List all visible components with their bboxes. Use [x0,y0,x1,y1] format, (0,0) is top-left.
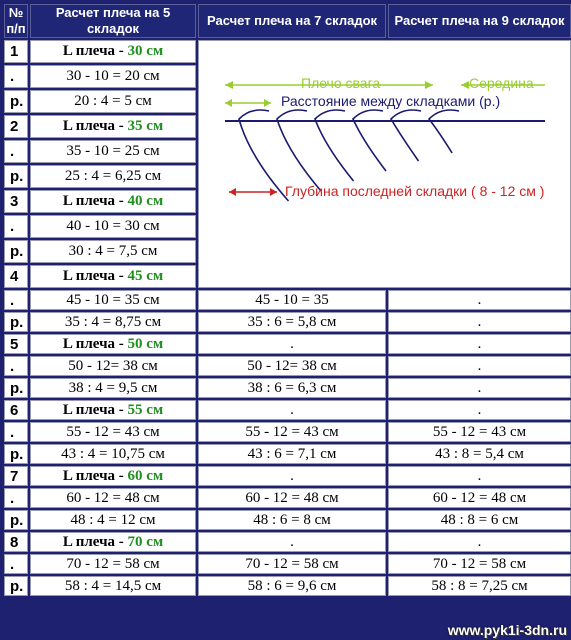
row-number: р. [4,312,28,332]
table-row [4,312,571,332]
cell-5-folds: 40 - 10 = 30 см [30,215,196,238]
pleat-curve [391,110,421,161]
cell-7-folds: 55 - 12 = 43 см [198,422,386,442]
shoulder-length-value: 50 см [127,335,164,352]
cell-5-folds [30,40,196,63]
row-number: 3 [4,190,28,213]
depth-arrow-left [229,188,236,196]
distance-arrow-right [264,99,271,107]
cell-5-folds [30,265,196,288]
shoulder-length-label: L плеча - [62,193,128,209]
row-number: 7 [4,466,28,486]
cell-5-folds: 48 : 4 = 12 см [30,510,196,530]
shoulder-arrow-left [225,81,233,89]
cell-9-folds: . [388,356,571,376]
row-number: 5 [4,334,28,354]
header-col7: Расчет плеча на 7 складок [198,4,386,38]
shoulder-length-value: 45 см [127,268,164,284]
cell-9-folds: . [388,532,571,552]
depth-arrow-right [270,188,277,196]
cell-5-folds [30,190,196,213]
table-row [4,356,571,376]
cell-5-folds: 20 : 4 = 5 см [30,90,196,113]
shoulder-length-label: L плеча - [62,467,128,484]
cell-5-folds [30,334,196,354]
cell-9-folds: . [388,290,571,310]
cell-9-folds: 55 - 12 = 43 см [388,422,571,442]
cell-5-folds: 35 : 4 = 8,75 см [30,312,196,332]
pleat-curve [429,110,459,153]
cell-5-folds [30,466,196,486]
cell-9-folds: . [388,400,571,420]
cell-9-folds: 58 : 8 = 7,25 см [388,576,571,596]
cell-7-folds: 48 : 6 = 8 см [198,510,386,530]
table-row [4,334,571,354]
row-number: 8 [4,532,28,552]
cell-7-folds: 58 : 6 = 9,6 см [198,576,386,596]
table-row [4,532,571,552]
header-row [4,4,571,38]
row-number: . [4,422,28,442]
cell-7-folds: 50 - 12= 38 см [198,356,386,376]
cell-7-folds: . [198,334,386,354]
shoulder-length-label: L плеча - [62,401,128,418]
header-col9: Расчет плеча на 9 складок [388,4,571,38]
cell-5-folds: 70 - 12 = 58 см [30,554,196,574]
cell-9-folds: 43 : 8 = 5,4 см [388,444,571,464]
row-number: 2 [4,115,28,138]
cell-7-folds: 45 - 10 = 35 [198,290,386,310]
shoulder-length-label: L плеча - [62,43,128,59]
table-row [4,378,571,398]
shoulder-length-label: L плеча - [62,533,128,550]
shoulder-length-label: L плеча - [62,335,128,352]
row-number: . [4,65,28,88]
shoulder-length-value: 70 см [127,533,164,550]
cell-5-folds: 30 : 4 = 7,5 см [30,240,196,263]
middle-arrow [461,81,469,89]
table-row [4,422,571,442]
middle-label: Середина [469,75,534,91]
shoulder-length-value: 40 см [127,193,164,209]
pleat-diagram [199,41,570,287]
cell-7-folds: 35 : 6 = 5,8 см [198,312,386,332]
cell-7-folds: . [198,400,386,420]
diagram-cell [198,40,571,288]
cell-5-folds: 38 : 4 = 9,5 см [30,378,196,398]
shoulder-length-label: L плеча - [62,118,128,134]
table-row [4,290,571,310]
pleat-curve [239,110,289,201]
cell-5-folds: 43 : 4 = 10,75 см [30,444,196,464]
calc-table [2,2,571,598]
watermark: www.pyk1i-3dn.ru [447,622,567,638]
cell-9-folds: . [388,466,571,486]
table-row [4,488,571,508]
cell-7-folds: 43 : 6 = 7,1 см [198,444,386,464]
shoulder-length-value: 60 см [127,467,164,484]
cell-5-folds: 30 - 10 = 20 см [30,65,196,88]
cell-5-folds: 60 - 12 = 48 см [30,488,196,508]
row-number: р. [4,378,28,398]
table-row [4,40,571,63]
row-number: . [4,488,28,508]
row-number: р. [4,240,28,263]
depth-label: Глубина последней складки ( 8 - 12 см ) [285,183,545,199]
row-number: р. [4,576,28,596]
cell-5-folds: 35 - 10 = 25 см [30,140,196,163]
shoulder-length-label: L плеча - [62,268,128,284]
row-number: р. [4,444,28,464]
cell-9-folds: 70 - 12 = 58 см [388,554,571,574]
table-row [4,576,571,596]
cell-9-folds: 60 - 12 = 48 см [388,488,571,508]
row-number: . [4,140,28,163]
table-row [4,466,571,486]
cell-9-folds: . [388,378,571,398]
cell-7-folds: 38 : 6 = 6,3 см [198,378,386,398]
shoulder-length-value: 55 см [127,401,164,418]
row-number: р. [4,90,28,113]
header-num: № п/п [4,4,28,38]
cell-7-folds: . [198,466,386,486]
row-number: . [4,290,28,310]
cell-5-folds: 58 : 4 = 14,5 см [30,576,196,596]
row-number: р. [4,510,28,530]
shoulder-length-value: 35 см [127,118,164,134]
cell-7-folds: . [198,532,386,552]
cell-5-folds: 50 - 12= 38 см [30,356,196,376]
table-row [4,444,571,464]
cell-5-folds: 55 - 12 = 43 см [30,422,196,442]
shoulder-length-value: 30 см [127,43,164,59]
pleat-curve [353,110,386,171]
pleat-curve [277,110,321,191]
header-col5: Расчет плеча на 5 складок [30,4,196,38]
row-number: 1 [4,40,28,63]
cell-9-folds: . [388,334,571,354]
cell-7-folds: 70 - 12 = 58 см [198,554,386,574]
shoulder-label: Плечо свага [301,75,381,91]
table-row [4,554,571,574]
cell-9-folds: . [388,312,571,332]
cell-5-folds [30,400,196,420]
cell-7-folds: 60 - 12 = 48 см [198,488,386,508]
cell-5-folds: 25 : 4 = 6,25 см [30,165,196,188]
row-number: . [4,554,28,574]
cell-5-folds: 45 - 10 = 35 см [30,290,196,310]
cell-9-folds: 48 : 8 = 6 см [388,510,571,530]
distance-arrow-left [225,99,232,107]
row-number: р. [4,165,28,188]
row-number: 4 [4,265,28,288]
distance-label: Расстояние между складками (р.) [281,93,501,109]
table-row [4,510,571,530]
shoulder-arrow-right [425,81,433,89]
row-number: . [4,215,28,238]
cell-5-folds [30,115,196,138]
table-row [4,400,571,420]
row-number: 6 [4,400,28,420]
cell-5-folds [30,532,196,552]
row-number: . [4,356,28,376]
